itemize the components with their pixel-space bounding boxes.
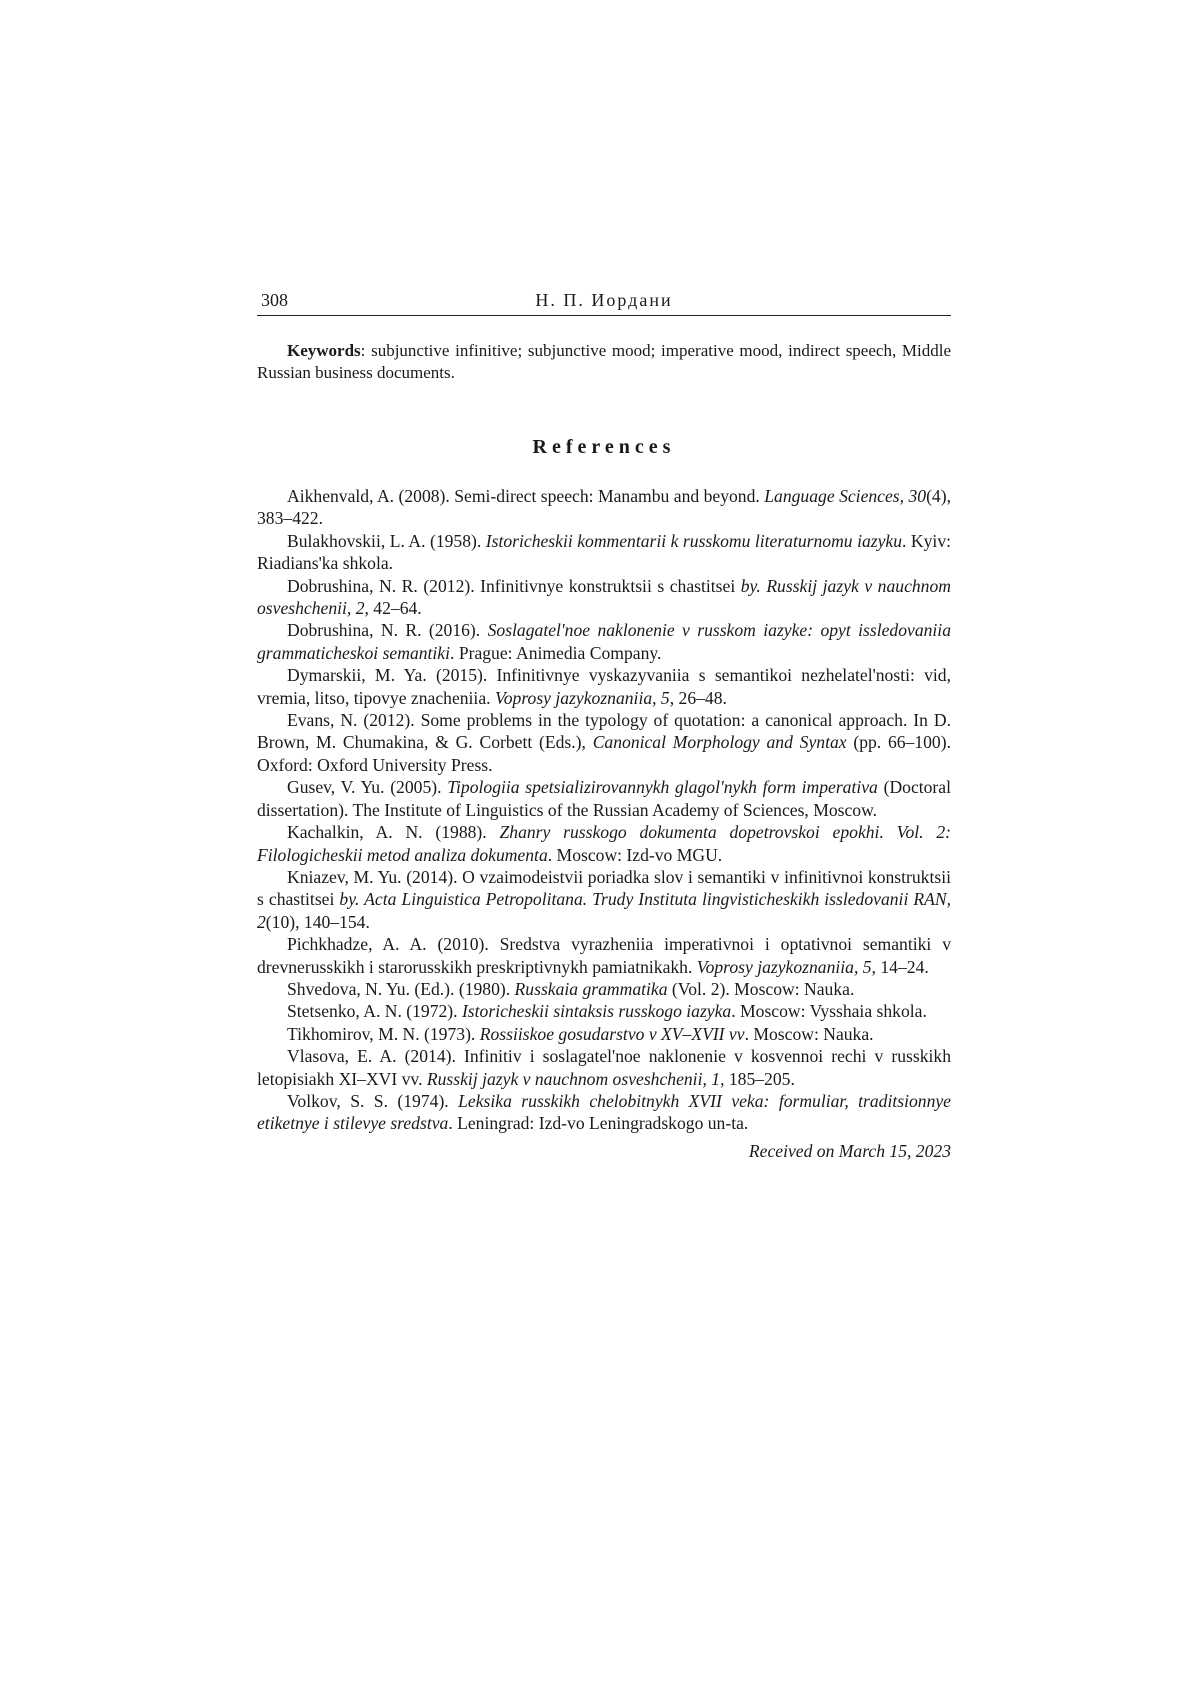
reference-text: Vlasova, E. A. (2014). Infinitiv i soslagatel'noe naklonenie v kosvennoi rechi v russkikh letopisiakh XI–XVI vv. <box>257 1046 951 1089</box>
reference-title: Russkaia grammatika <box>514 978 668 999</box>
reference-title: Tipologiia spetsializirovannykh glagol'nykh form imperativa <box>447 777 878 798</box>
reference-text: , 185–205. <box>720 1068 795 1089</box>
reference-text: Tikhomirov, M. N. (1973). <box>287 1023 480 1044</box>
reference-entry <box>257 776 951 821</box>
reference-title: Soslagatel'noe naklonenie v russkom iazyke: opyt issledovaniia grammaticheskoi semantiki <box>257 620 951 663</box>
reference-title: by. Russkij jazyk v nauchnom osveshchenii, 2 <box>257 575 951 619</box>
running-head-author: Н. П. Иордани <box>535 290 673 310</box>
keywords-paragraph <box>257 340 951 384</box>
reference-entry <box>257 485 951 530</box>
reference-entry <box>257 575 951 620</box>
reference-text: . Kyiv: Riadians'ka shkola. <box>257 530 952 574</box>
page-number: 308 <box>261 290 288 310</box>
reference-entry <box>257 1000 951 1022</box>
reference-title: Istoricheskii kommentarii k russkomu literaturnomu iazyku <box>485 530 903 551</box>
reference-entry <box>257 866 951 933</box>
keywords-text: : subjunctive infinitive; subjunctive mood; imperative mood, indirect speech, Middle Russian business documents. <box>257 341 951 382</box>
reference-text: Aikhenvald, A. (2008). Semi-direct speech: Manambu and beyond. <box>287 486 765 506</box>
reference-text: Evans, N. (2012). Some problems in the typology of quotation: a canonical approach. In D. Brown, M. Chumakina, & G. Corbett (Eds.), <box>257 710 951 753</box>
reference-text: Pichkhadze, A. A. (2010). Sredstva vyrazheniia imperativnoi i optativnoi semantiki v drevnerusskikh i starorusskikh preskriptivnykh pamiatnikakh. <box>257 934 951 977</box>
reference-text: . Moscow: Izd-vo MGU. <box>547 844 723 865</box>
reference-entry <box>257 978 951 1000</box>
reference-text: , 14–24. <box>871 956 929 977</box>
reference-title: by. Acta Linguistica Petropolitana. Trudy Instituta lingvisticheskikh issledovanii RAN, 2 <box>257 889 951 932</box>
reference-text: Bulakhovskii, L. A. (1958). <box>287 530 486 551</box>
reference-title: Russkij jazyk v nauchnom osveshchenii, 1 <box>426 1068 721 1089</box>
reference-entry <box>257 933 951 978</box>
reference-text: Shvedova, N. Yu. (Ed.). (1980). <box>287 978 515 999</box>
references-heading: References <box>532 436 676 458</box>
reference-text: Dobrushina, N. R. (2016). <box>287 620 488 641</box>
reference-text: , 26–48. <box>669 687 727 708</box>
reference-entry <box>257 709 951 776</box>
reference-title: Leksika russkikh chelobitnykh XVII veka: formuliar, traditsionnye etiketnye i stilevye sredstva <box>257 1090 951 1134</box>
keywords-label: Keywords <box>287 341 361 360</box>
reference-text: . Moscow: Nauka. <box>744 1023 874 1044</box>
reference-title: Zhanry russkogo dokumenta dopetrovskoi epokhi. Vol. 2: Filologicheskii metod analiza dokumenta <box>257 822 951 865</box>
reference-list <box>257 485 951 1135</box>
reference-title: Voprosy jazykoznaniia, 5 <box>494 687 670 708</box>
reference-text: Kachalkin, A. N. (1988). <box>287 822 500 843</box>
received-date: Received on March 15, 2023 <box>748 1140 951 1161</box>
reference-text: Stetsenko, A. N. (1972). <box>287 1001 462 1022</box>
reference-entry <box>257 1045 951 1090</box>
reference-text: Gusev, V. Yu. (2005). <box>287 777 448 798</box>
reference-text: Dobrushina, N. R. (2012). Infinitivnye konstruktsii s chastitsei <box>287 575 741 596</box>
reference-title: Voprosy jazykoznaniia, 5 <box>696 956 872 977</box>
reference-text: (Vol. 2). Moscow: Nauka. <box>667 978 855 999</box>
reference-text: (pp. 66–100). Oxford: Oxford University Press. <box>257 732 951 775</box>
reference-title: Istoricheskii sintaksis russkogo iazyka <box>461 1001 732 1022</box>
reference-title: Language Sciences, 30 <box>764 486 927 506</box>
reference-title: Rossiiskoe gosudarstvo v XV–XVII vv <box>479 1023 745 1044</box>
reference-entry <box>257 619 951 664</box>
reference-text: . Leningrad: Izd-vo Leningradskogo un-ta. <box>448 1113 749 1134</box>
reference-text: . Prague: Animedia Company. <box>450 642 662 663</box>
reference-entry <box>257 530 951 575</box>
reference-title: Canonical Morphology and Syntax <box>592 732 847 753</box>
reference-entry <box>257 1090 951 1135</box>
reference-text: Dymarskii, M. Ya. (2015). Infinitivnye vyskazyvaniia s semantikoi nezhelatel'nosti: vid, vremia, litso, tipovye znacheniia. <box>257 665 951 708</box>
page <box>257 285 951 1162</box>
reference-text: (4), 383–422. <box>257 486 951 529</box>
reference-entry <box>257 821 951 866</box>
reference-text: (Doctoral dissertation). The Institute of Linguistics of the Russian Academy of Sciences, Moscow. <box>257 777 951 820</box>
reference-entry <box>257 1023 951 1045</box>
reference-entry <box>257 664 951 709</box>
reference-text: (10), 140–154. <box>265 911 370 932</box>
reference-text: , 42–64. <box>364 598 422 619</box>
reference-text: Kniazev, M. Yu. (2014). O vzaimodeistvii poriadka slov i semantiki v infinitivnoi konstruktsii s chastitsei <box>257 866 951 910</box>
running-head <box>257 285 951 316</box>
reference-text: . Moscow: Vysshaia shkola. <box>731 1001 927 1022</box>
reference-text: Volkov, S. S. (1974). <box>287 1090 459 1111</box>
